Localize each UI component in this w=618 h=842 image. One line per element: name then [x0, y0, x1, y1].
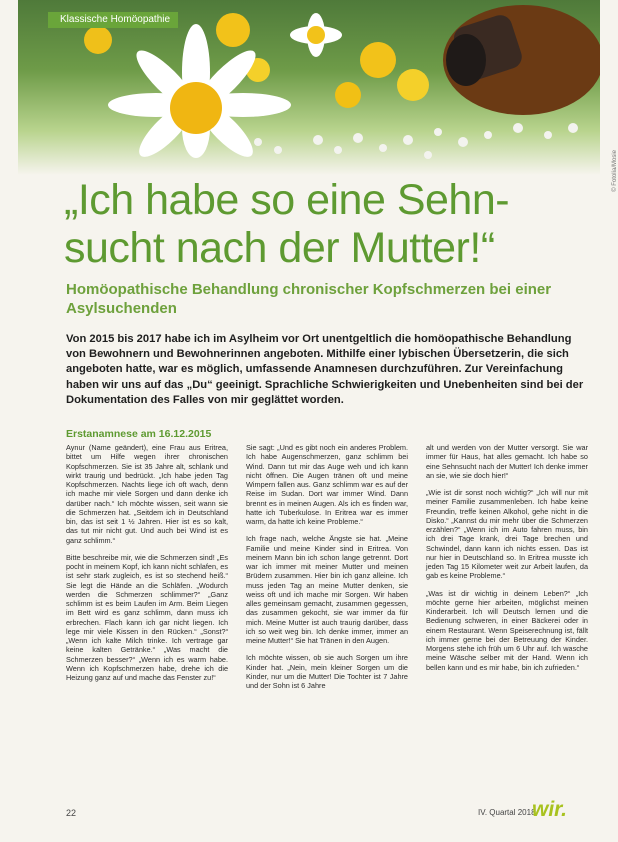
article-headline: „Ich habe so eine Sehn-sucht nach der Mutter!“	[64, 176, 510, 272]
text-column-3	[426, 443, 588, 680]
paragraph: Aynur (Name geändert), eine Frau aus Eritrea, bittet um Hilfe wegen ihrer chronischen Kopfschmerzen. Sie ist 35 Jahre alt, schlank und wirkt traurig und bedrückt. „Ich habe jeden Tag Kopfschmerzen. Nachts liege ich oft wach, denn ich mache mir viele Sorgen und dann denke ich darüber nach.“ Ich möchte wissen, seit wann sie die Schmerzen hat. „Seitdem ich in Deutschland bin, das ist seit 1 ½ Jahren. Hier ist es so kalt, das tut mir nicht gut. Und auch bei Wind ist es ganz schlimm.“	[66, 443, 228, 545]
globules-icon	[254, 123, 578, 159]
section-heading: Erstanamnese am 16.12.2015	[66, 428, 212, 440]
article-subtitle: Homöopathische Behandlung chronischer Kopfschmerzen bei einer Asylsuchenden	[66, 281, 552, 317]
page-number: 22	[66, 808, 77, 818]
magazine-logo: wir.	[532, 798, 568, 821]
paragraph: Ich frage nach, welche Ängste sie hat. „Meine Familie und meine Kinder sind in Eritrea. Von meinem Mann bin ich schon lange getrennt. Dort war ich immer mit meiner Mutter und meinen Brüdern zusammen. Hier bin ich ganz alleine. Ich muss jeden Tag an meine Mutter denken, sie weiss oft und ich mache mir Sorgen. Wir haben alles gemeinsam gemacht, zusammen gegessen, das zusammen gekocht, sie war immer da für mich. Meine Mutter ist auch traurig darüber, dass ich so weit weg bin. Ich denke immer, immer an meine Mutter!“ Sie hat Tränen in den Augen.	[246, 534, 408, 645]
paragraph: „Was ist dir wichtig in deinem Leben?“ „Ich möchte gerne hier arbeiten, möglichst meinen Kinderarbeit. Ich will Deutsch lernen und die Bedienung schweren, in einer Bäckerei oder in einem Restaurant. Wenn Speiserechnung ist, fällt ich immer gerne bei der Betreuung der Kinder. Morgens stehe ich früh um 6 Uhr auf. Ich wasche meine Wäsche selber mit der Hand. Wenn ich bellen kann und es mir habe, bin ich zufrieden.“	[426, 588, 588, 672]
paragraph: „Wie ist dir sonst noch wichtig?“ „Ich will nur mit meiner Familie zusammenleben. Ich habe keine Freundin, treffe keinen Alkohol, gehe nicht in die Disko.“ „Kannst du mir mehr über die Schmerzen erzählen?“ „Wenn ich im Auto fahren muss, bin ich drei Tage krank, drei Tage brechen und Schwindel, dann kann ich nichts essen. Das ist nur hier in Deutschland so. In Eritrea musste ich jeden Tag 15 Kilometer weit zur Arbeit laufen, da gab es keine Probleme.“	[426, 488, 588, 581]
daisy-icon	[108, 24, 291, 164]
paragraph: Sie sagt: „Und es gibt noch ein anderes Problem. Ich habe Augenschmerzen, ganz schlimm bei Wind. Dann tut mir das Auge weh und ich kann nicht öffnen. Die Augen tränen oft und meine Wimpern fallen aus. Ganz schlimm war es auf der Reise im Sudan. Dort war immer Wind. Dann brennt es in meinen Augen. Als ich es finden war, hatte ich Tuberkulose. In Eritrea war es immer warm, da hatte ich keine Probleme.“	[246, 443, 408, 526]
text-column-2	[246, 443, 408, 698]
small-daisy-icon	[290, 13, 342, 57]
paragraph: alt und werden von der Mutter versorgt. Sie war immer für Haus, hat alles gemacht. Ich habe so eine Sehnsucht nach der Mutter! Ich denke immer an sie, wie sie doch hier!“	[426, 443, 588, 480]
paragraph: Bitte beschreibe mir, wie die Schmerzen sind! „Es pocht in meinem Kopf, ich kann nicht schlafen, es ist sehr stark zugleich, es ist so stechend heiß.“ Sie legt die Hände an die Schläfen. „Wodurch werden die Schmerzen schlimmer?“ „Ganz schlimm ist es beim Laufen im Arm. Beim Liegen im Bett wird es ganz schlimm, dann muss ich erbrechen. Flach kann ich gar nicht liegen. Ich lege mir viele Kissen in den Rücken.“ „Sonst?“ „Wenn ich kalte Milch trinke. Ich vertrage gar keine kalten Getränke.“ „Was macht die Schmerzen besser?“ „Wenn ich es warm habe. Wenn ich Kopfschmerzen habe, drehe ich die Heizung ganz auf und mache das Fenster zu!“	[66, 552, 228, 682]
article-intro: Von 2015 bis 2017 habe ich im Asylheim vor Ort unentgeltlich die homöopathische Behandlung von Bewohnern und Bewohnerinnen angeboten. Mithilfe einer lybischen Übersetzerin, die sich angeboten hatte, war es möglich, umfassende Anamnesen durchzuführen. Zur Vereinfachung haben wir uns auf das „Du“ geeinigt. Sprachliche Schwierigkeiten und Unebenheiten sind bei der Dokumentation des Falles von mir geglättet worden.	[66, 333, 584, 406]
issue-label: IV. Quartal 2018	[478, 808, 536, 817]
paragraph: Ich möchte wissen, ob sie auch Sorgen um ihre Kinder hat. „Nein, mein kleiner Sorgen um die Kinder, nur um die Mutter! Die Tochter ist 7 Jahre und der Sohn ist 6 Jahre	[246, 653, 408, 690]
section-tag: Klassische Homöopathie	[48, 12, 178, 28]
photo-credit: © Fotolia/Mosie	[612, 150, 618, 192]
medicine-bottle-icon	[443, 5, 600, 115]
text-column-1	[66, 443, 228, 690]
